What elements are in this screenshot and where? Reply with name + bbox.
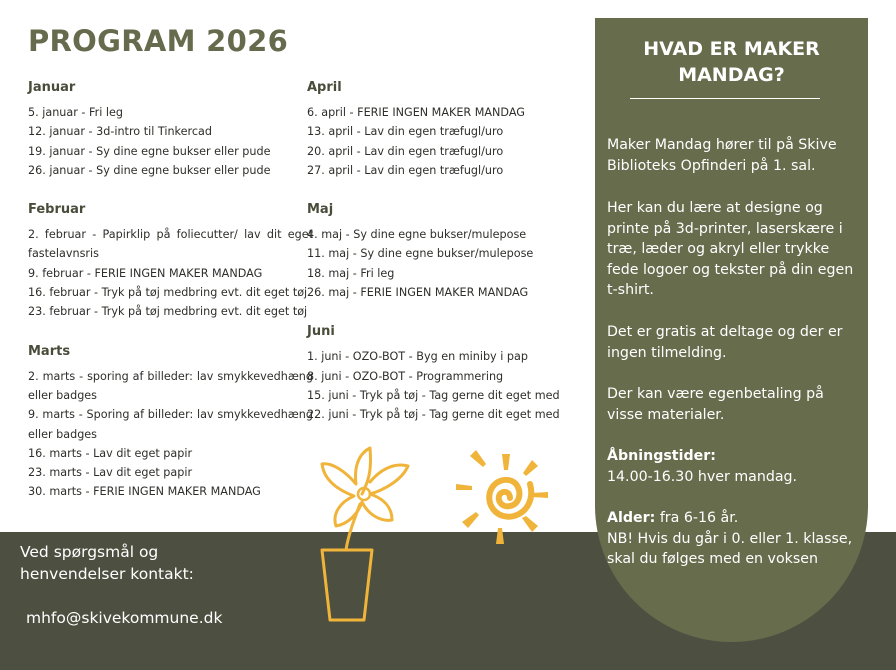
month-heading-januar: Januar [28,80,76,95]
event-list-maj [307,225,592,302]
age-note: NB! Hvis du går i 0. eller 1. klasse, skal du følges med en voksen [607,530,853,567]
event-list-april [307,103,592,180]
event-item: 18. maj - Fri leg [307,266,395,280]
event-list-februar [28,225,313,321]
sun-spiral-icon [452,440,562,550]
event-item: 12. januar - 3d-intro til Tinkercad [28,125,212,139]
info-age [607,508,863,570]
event-item: 6. april - FERIE INGEN MAKER MANDAG [307,106,525,119]
month-heading-maj: Maj [307,202,334,218]
flower-in-vase-icon [310,436,420,626]
event-item: 2. februar - Papirklip på foliecutter/ lav dit eget fastelavnsris [28,228,313,261]
month-heading-juni: Juni [307,324,335,340]
event-item: 1. juni - OZO-BOT - Byg en miniby i pap [307,350,528,364]
contact-lead-text: Ved spørgsmål og henvendelser kontakt: [20,543,194,583]
info-free-text: Det er gratis at deltage og der er ingen tilmelding. [607,324,843,361]
age-label: Alder: [607,510,656,526]
info-panel [595,18,868,642]
schedule-column-right [307,78,592,445]
event-item: 9. februar - FERIE INGEN MAKER MANDAG [28,266,263,280]
event-item: 16. marts - Lav dit eget papir [28,446,193,460]
schedule-column-left [28,78,313,522]
event-item: 4. maj - Sy dine egne bukser/mulepose [307,228,527,242]
event-item: 23. februar - Tryk på tøj medbring evt. dit eget tøj [28,305,308,319]
event-item: 23. marts - Lav dit eget papir [28,466,193,480]
event-item: 26. januar - Sy dine egne bukser eller pude [28,163,271,177]
event-item: 13. april - Lav din egen træfugl/uro [307,125,504,139]
event-item: 9. marts - Sporing af billeder: lav smykkevedhæng eller badges [28,408,313,441]
hours-label: Åbningstider: [607,448,716,464]
month-heading-april: April [307,80,342,95]
event-item: 20. april - Lav din egen træfugl/uro [307,144,504,158]
info-payment-text: Der kan være egenbetaling på visse materialer. [607,386,824,423]
event-item: 30. marts - FERIE INGEN MAKER MANDAG [28,485,261,499]
month-heading-februar: Februar [28,202,86,218]
event-item: 2. marts - sporing af billeder: lav smykkevedhæng eller badges [28,369,313,402]
month-heading-marts: Marts [28,343,71,359]
info-panel-title: HVAD ER MAKER MANDAG? [643,38,820,86]
info-intro: Maker Mandag hører til på Skive Biblioteks Opfinderi på 1. sal. [607,137,837,174]
title-divider [630,98,820,99]
info-description: Her kan du lære at designe og printe på 3d-printer, laserskære i træ, læder og akryl eller trykke fede logoer og tekster på din egen t-shirt. [607,200,854,298]
event-item: 19. januar - Sy dine egne bukser eller pude [28,144,271,158]
event-list-juni [307,347,592,424]
event-item: 22. juni - Tryk på tøj - Tag gerne dit eget med [307,408,560,422]
hours-value: 14.00-16.30 hver mandag. [607,468,798,485]
event-item: 8. juni - OZO-BOT - Programmering [307,369,504,383]
event-item: 16. februar - Tryk på tøj medbring evt. dit eget tøj [28,286,308,300]
contact-email-link[interactable]: mhfo@skivekommune.dk [26,609,223,627]
event-item: 11. maj - Sy dine egne bukser/mulepose [307,247,534,261]
event-item: 15. juni - Tryk på tøj - Tag gerne dit eget med [307,388,560,402]
event-item: 26. maj - FERIE INGEN MAKER MANDAG [307,286,529,300]
event-list-marts [28,367,313,502]
event-item: 27. april - Lav din egen træfugl/uro [307,163,504,177]
event-list-januar [28,103,313,180]
age-value: fra 6-16 år. [659,510,739,526]
info-hours [607,446,863,487]
event-item: 5. januar - Fri leg [28,106,123,119]
page-title: PROGRAM 2026 [28,24,289,58]
